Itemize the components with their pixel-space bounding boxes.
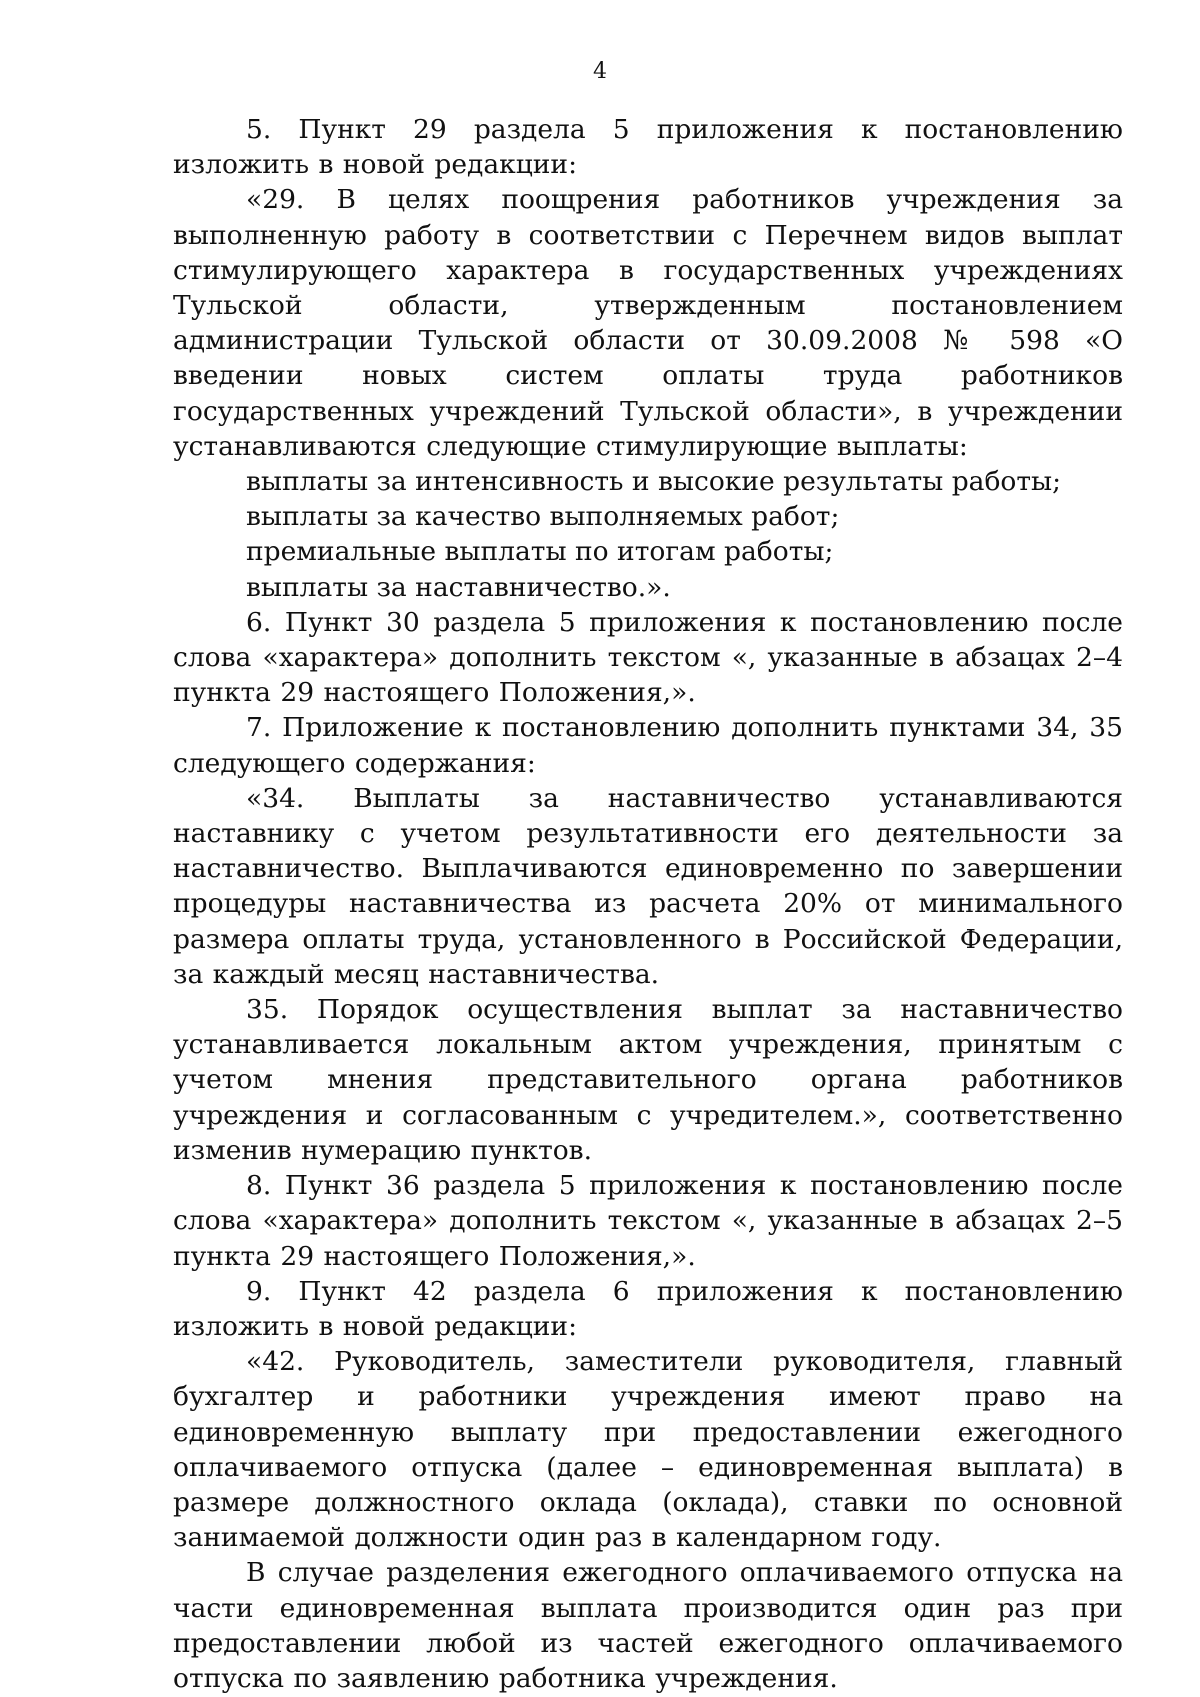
paragraph-item-9: 9. Пункт 42 раздела 6 приложения к постановлению изложить в новой редакции: <box>173 1275 1123 1342</box>
paragraph-item-5: 5. Пункт 29 раздела 5 приложения к постановлению изложить в новой редакции: <box>173 114 1123 181</box>
list-item-mentoring-payments: выплаты за наставничество.». <box>246 571 671 603</box>
paragraph-clause-42: «42. Руководитель, заместители руководителя, главный бухгалтер и работники учреждения имеют право на единовременную выплату при предоставлении ежегодного оплачиваемого отпуска (далее – единовременная выплата) в размере должностного оклада (оклада), ставки по основной занимаемой должности один раз в календарном году. <box>173 1346 1123 1554</box>
document-body <box>173 112 1123 1696</box>
page-number: 4 <box>593 59 607 84</box>
paragraph-vacation-split: В случае разделения ежегодного оплачиваемого отпуска на части единовременная выплата производится один раз при предоставлении любой из частей ежегодного оплачиваемого отпуска по заявлению работника учреждения. <box>173 1557 1123 1694</box>
paragraph-item-6: 6. Пункт 30 раздела 5 приложения к постановлению после слова «характера» дополнить текстом «, указанные в абзацах 2–4 пункта 29 настоящего Положения,». <box>173 606 1123 709</box>
paragraph-clause-34: «34. Выплаты за наставничество устанавливаются наставнику с учетом результативности его деятельности за наставничество. Выплачиваются единовременно по завершении процедуры наставничества из расчета 20% от минимального размера оплаты труда, установленного в Российской Федерации, за каждый месяц наставничества. <box>173 782 1123 990</box>
list-item-quality-payments: выплаты за качество выполняемых работ; <box>246 501 840 533</box>
paragraph-item-7: 7. Приложение к постановлению дополнить пунктами 34, 35 следующего содержания: <box>173 712 1123 779</box>
paragraph-item-8: 8. Пункт 36 раздела 5 приложения к постановлению после слова «характера» дополнить текстом «, указанные в абзацах 2–5 пункта 29 настоящего Положения,». <box>173 1170 1123 1272</box>
list-item-intensity-payments: выплаты за интенсивность и высокие результаты работы; <box>246 466 1062 498</box>
paragraph-clause-29: «29. В целях поощрения работников учреждения за выполненную работу в соответствии с Перечнем видов выплат стимулирующего характера в государственных учреждениях Тульской области, утвержденным постановлением администрации Тульской области от 30.09.2008 № 598 «О введении новых систем оплаты труда работников государственных учреждений Тульской области», в учреждении устанавливаются следующие стимулирующие выплаты: <box>173 184 1123 462</box>
list-item-bonus-payments: премиальные выплаты по итогам работы; <box>246 536 834 568</box>
paragraph-clause-35: 35. Порядок осуществления выплат за наставничество устанавливается локальным актом учреждения, принятым с учетом мнения представительного органа работников учреждения и согласованным с учредителем.», соответственно изменив нумерацию пунктов. <box>173 994 1123 1166</box>
